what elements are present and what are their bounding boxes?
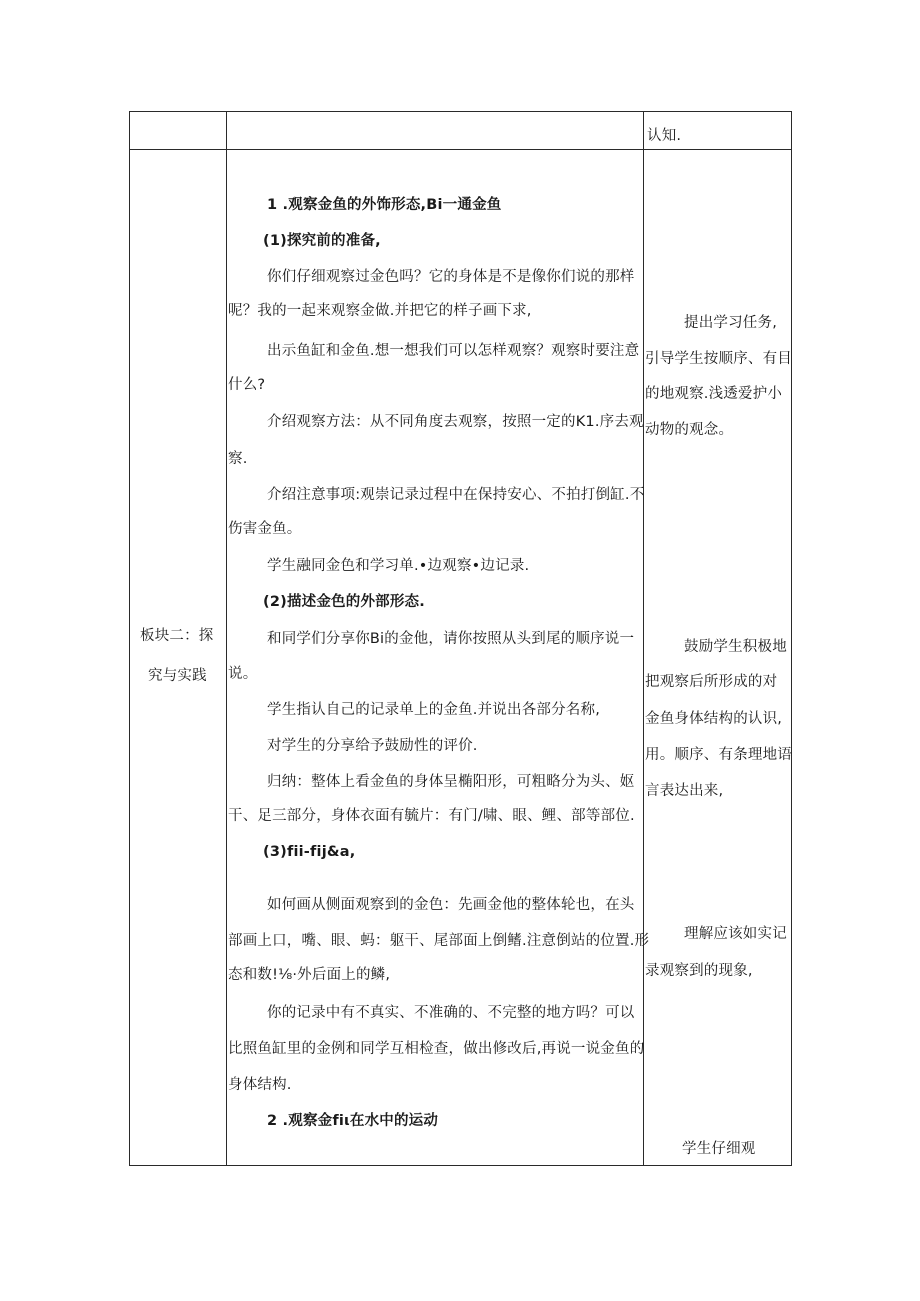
- intent-line: 引导学生按顺序、有目: [645, 351, 792, 367]
- paragraph-line: 出示鱼缸和金鱼.想一想我们可以怎样观察？观察时要注意: [267, 343, 640, 359]
- paragraph-line: 和同学们分享你Bi的金他，请你按照从头到尾的顺序说一: [267, 631, 635, 647]
- lesson-plan-table: [129, 111, 792, 1166]
- paragraph-line: 对学生的分享给予鼓励性的评价.: [267, 738, 478, 754]
- paragraph-line: 比照鱼缸里的金例和同学互相检查，做出修改后,再说一说金鱼的: [228, 1041, 645, 1057]
- intent-line: 学生仔细观: [682, 1141, 756, 1157]
- module-title-cell: [130, 150, 227, 1166]
- paragraph-line: 什么?: [228, 377, 266, 393]
- paragraph-line: 呢？我的一起来观察金做.并把它的样子画下求,: [228, 303, 532, 319]
- paragraph-line: 你的记录中有不真实、不准确的、不完整的地方吗？可以: [267, 1005, 635, 1021]
- table-cell-empty: [227, 112, 644, 150]
- paragraph-line: 察.: [228, 451, 248, 467]
- paragraph-line: 干、足三部分，身体衣面有毓片：有门/啸、眼、鲤、部等部位.: [228, 808, 635, 824]
- paragraph-line: 说。: [228, 666, 258, 682]
- intent-line: 动物的观念。: [645, 422, 734, 438]
- paragraph-line: 部画上口，嘴、眼、蚂：躯干、尾部面上倒鳍.注意倒站的位置.形: [228, 933, 650, 949]
- table-row: [130, 112, 792, 150]
- subsection-heading: (3)fii-fij&a,: [263, 844, 356, 860]
- module-title-line: 究与实践: [148, 668, 207, 684]
- intent-line: 言表达出来,: [645, 783, 724, 799]
- paragraph-line: 归纳：整体上看金鱼的身体呈椭阳形，可粗略分为头、妪: [267, 774, 635, 790]
- intent-line: 理解应该如实记: [684, 926, 787, 942]
- paragraph-line: 态和数!⅛·外后面上的鳞,: [228, 967, 391, 983]
- paragraph-line: 介绍观察方法：从不同角度去观察，按照一定的K1.序去观: [267, 414, 644, 430]
- intent-line: 录观察到的现象,: [645, 963, 753, 979]
- intent-line: 鼓励学生积极地: [684, 639, 787, 655]
- subsection-heading: (1)探究前的准备,: [263, 233, 381, 249]
- section-heading: 2 .观察金fiι在水中的运动: [267, 1113, 439, 1129]
- design-intent-cell: [644, 150, 792, 1166]
- design-intent-text: 认知.: [647, 128, 682, 144]
- section-heading: 1 .观察金鱼的外饰形态,Bi一通金鱼: [267, 197, 502, 213]
- module-title-line: 板块二：探: [140, 628, 214, 644]
- design-intent-cell: [644, 112, 792, 150]
- intent-line: 把观察后所形成的对: [645, 674, 778, 690]
- table-row: [130, 150, 792, 1166]
- intent-line: 的地观察.浅透爱护小: [645, 386, 783, 402]
- paragraph-line: 如何画从侧面观察到的金色：先画金他的整体轮也，在头: [267, 897, 635, 913]
- paragraph-line: 你们仔细观察过金色吗？它的身体是不是像你们说的那样: [267, 269, 635, 285]
- intent-line: 金鱼身体结构的认识,: [645, 711, 783, 727]
- intent-line: 提出学习任务,: [684, 315, 778, 331]
- table-cell-empty: [130, 112, 227, 150]
- paragraph-line: 介绍注意事项:观崇记录过程中在保持安心、不拍打倒缸.不: [267, 487, 645, 503]
- intent-line: 用。顺序、有条理地语: [645, 747, 792, 763]
- paragraph-line: 学生指认自己的记录单上的金鱼.并说出各部分名称,: [267, 702, 601, 718]
- subsection-heading: (2)描述金色的外部形态.: [263, 594, 425, 610]
- paragraph-line: 学生融同金色和学习单.•边观察•边记录.: [267, 558, 530, 574]
- paragraph-line: 身体结构.: [228, 1077, 292, 1093]
- paragraph-line: 伤害金鱼。: [228, 521, 302, 537]
- teaching-process-cell: [227, 150, 650, 1166]
